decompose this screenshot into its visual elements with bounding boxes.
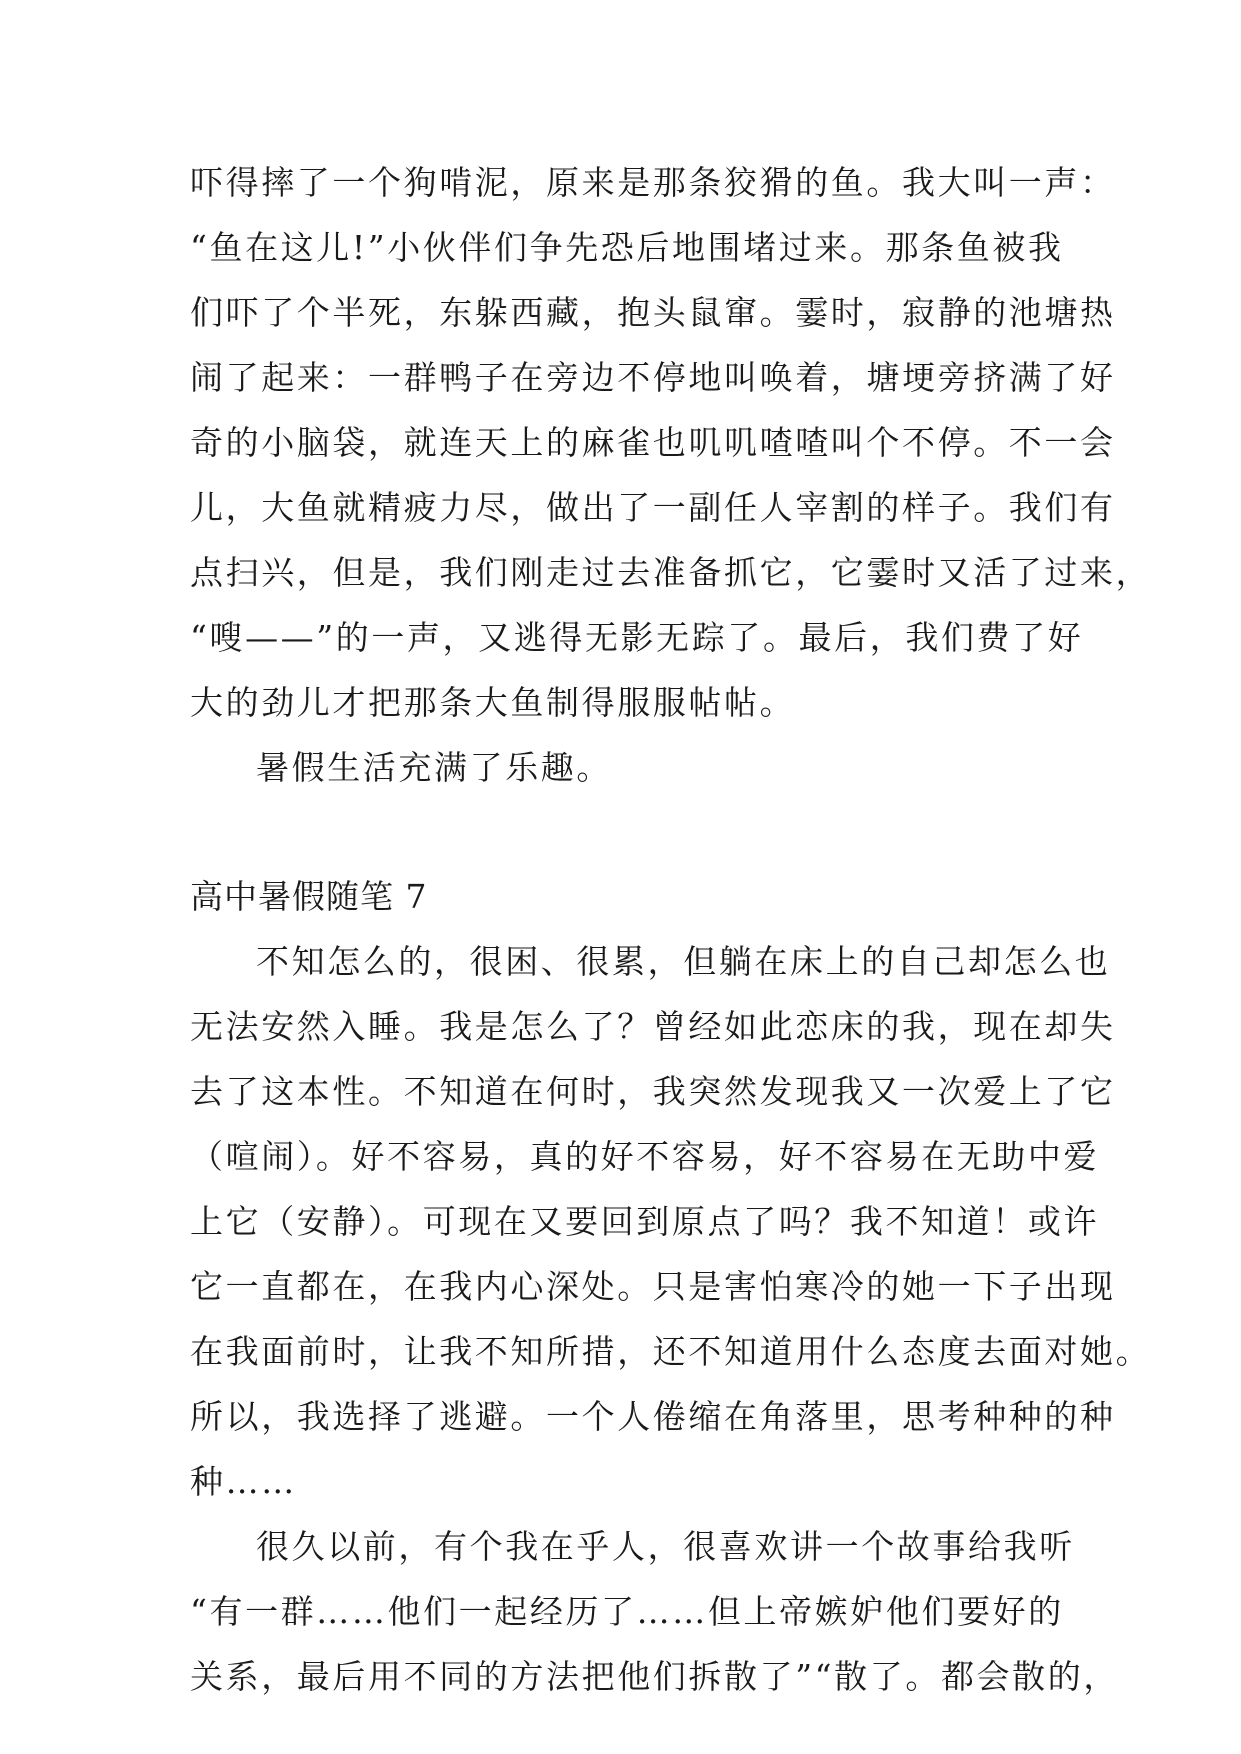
text-line: 在我面前时，让我不知所措，还不知道用什么态度去面对她。 — [190, 1332, 1152, 1371]
text-line: 点扫兴，但是，我们刚走过去准备抓它，它霎时又活了过来， — [190, 553, 1152, 592]
text-line: 关系，最后用不同的方法把他们拆散了”“散了。都会散的， — [190, 1657, 1119, 1696]
text-line: 无法安然入睡。我是怎么了？曾经如此恋床的我，现在却失 — [190, 1007, 1116, 1046]
text-line: 不知怎么的，很困、很累，但躺在床上的自己却怎么也 — [256, 942, 1111, 981]
text-line: 去了这本性。不知道在何时，我突然发现我又一次爱上了它 — [190, 1072, 1116, 1111]
text-line: 种…… — [190, 1462, 297, 1501]
text-line: 奇的小脑袋，就连天上的麻雀也叽叽喳喳叫个不停。不一会 — [190, 423, 1116, 462]
closing-sentence: 暑假生活充满了乐趣。 — [256, 748, 612, 787]
text-line: “有一群……他们一起经历了……但上帝嫉妒他们要好的 — [190, 1592, 1064, 1631]
text-line: 所以，我选择了逃避。一个人倦缩在角落里，思考种种的种 — [190, 1397, 1116, 1436]
text-line: 儿，大鱼就精疲力尽，做出了一副任人宰割的样子。我们有 — [190, 488, 1116, 527]
text-line: “鱼在这儿!”小伙伴们争先恐后地围堵过来。那条鱼被我 — [190, 228, 1064, 267]
text-line: （喧闹）。好不容易，真的好不容易，好不容易在无助中爱 — [190, 1137, 1100, 1176]
section-title: 高中暑假随笔 7 — [190, 877, 428, 916]
text-line: 们吓了个半死，东躲西藏，抱头鼠窜。霎时，寂静的池塘热 — [190, 293, 1116, 332]
text-line: 闹了起来：一群鸭子在旁边不停地叫唤着，塘埂旁挤满了好 — [190, 358, 1116, 397]
text-line: 很久以前，有个我在乎人，很喜欢讲一个故事给我听 — [256, 1527, 1075, 1566]
text-line: 大的劲儿才把那条大鱼制得服服帖帖。 — [190, 683, 796, 722]
text-line: “嗖——”的一声，又逃得无影无踪了。最后，我们费了好 — [190, 618, 1084, 657]
text-line: 它一直都在，在我内心深处。只是害怕寒冷的她一下子出现 — [190, 1267, 1116, 1306]
text-line: 吓得摔了一个狗啃泥，原来是那条狡猾的鱼。我大叫一声： — [190, 163, 1116, 202]
text-line: 上它（安静）。可现在又要回到原点了吗？我不知道！或许 — [190, 1202, 1100, 1241]
